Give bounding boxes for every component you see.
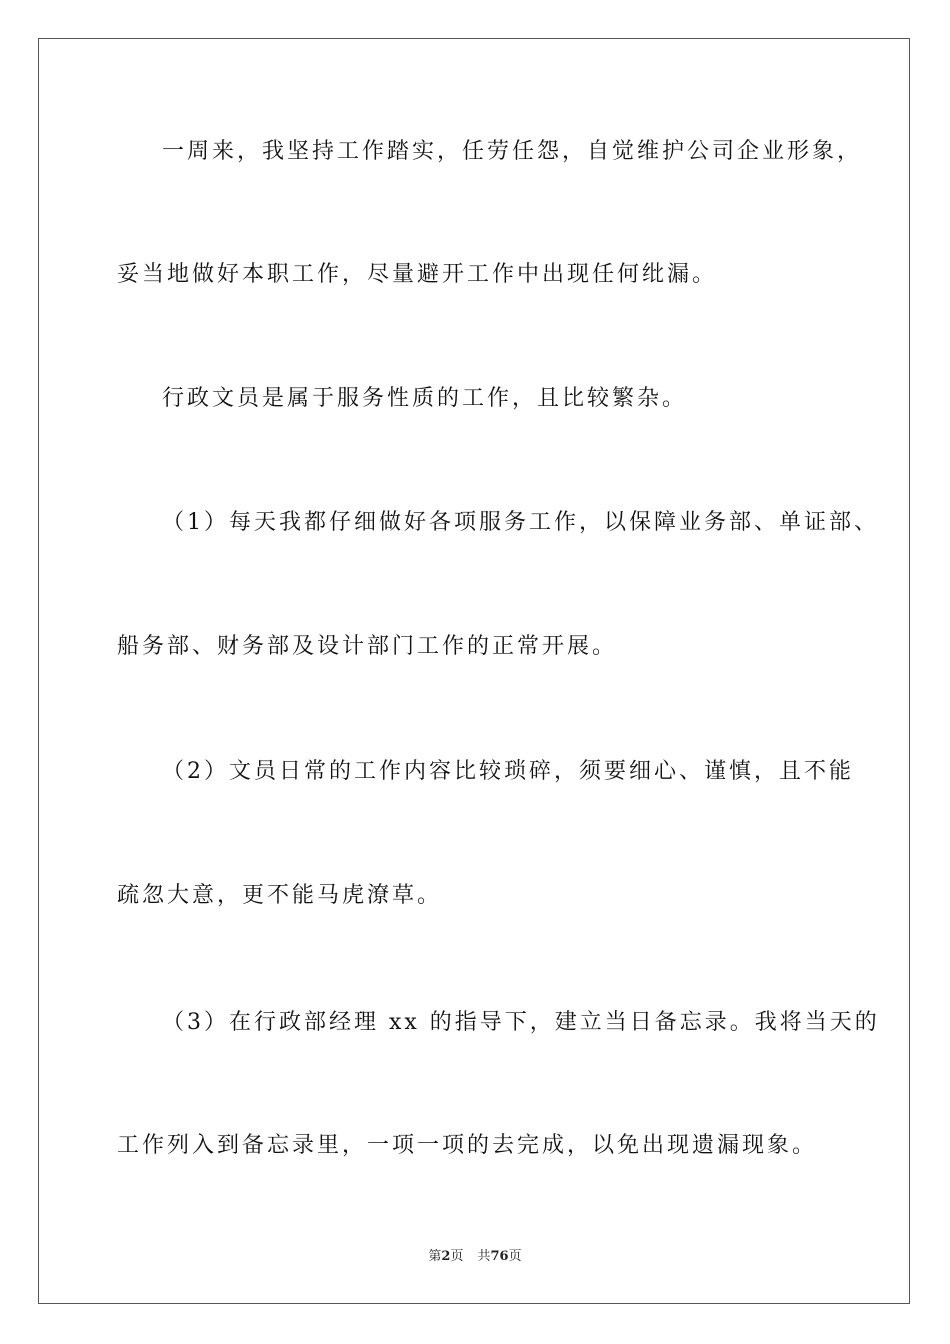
paragraph-4-line-1: （2）文员日常的工作内容比较琐碎，须要细心、谨慎，且不能	[162, 759, 854, 784]
page-prefix: 第	[428, 1249, 442, 1264]
paragraph-3-line-2: 船务部、财务部及设计部门工作的正常开展。	[117, 634, 618, 659]
page-border	[38, 38, 910, 1304]
paragraph-2-line-1: 行政文员是属于服务性质的工作，且比较繁杂。	[162, 386, 688, 411]
paragraph-1-line-1: 一周来，我坚持工作踏实，任劳任怨，自觉维护公司企业形象，	[162, 139, 863, 164]
paragraph-1-line-2: 妥当地做好本职工作，尽量避开工作中出现任何纰漏。	[117, 262, 718, 287]
paragraph-3-line-1: （1）每天我都仔细做好各项服务工作，以保障业务部、单证部、	[162, 510, 879, 535]
paragraph-5-line-2: 工作列入到备忘录里，一项一项的去完成，以免出现遗漏现象。	[117, 1133, 818, 1158]
page-suffix: 页	[450, 1249, 464, 1264]
paragraph-5-line-1: （3）在行政部经理 xx 的指导下，建立当日备忘录。我将当天的	[162, 1010, 880, 1035]
page-footer	[0, 1248, 950, 1266]
total-pages: 76	[490, 1249, 509, 1264]
total-prefix: 共	[477, 1249, 491, 1264]
page-number: 2	[441, 1249, 451, 1264]
total-suffix: 页	[508, 1249, 522, 1264]
paragraph-4-line-2: 疏忽大意，更不能马虎潦草。	[117, 883, 443, 908]
